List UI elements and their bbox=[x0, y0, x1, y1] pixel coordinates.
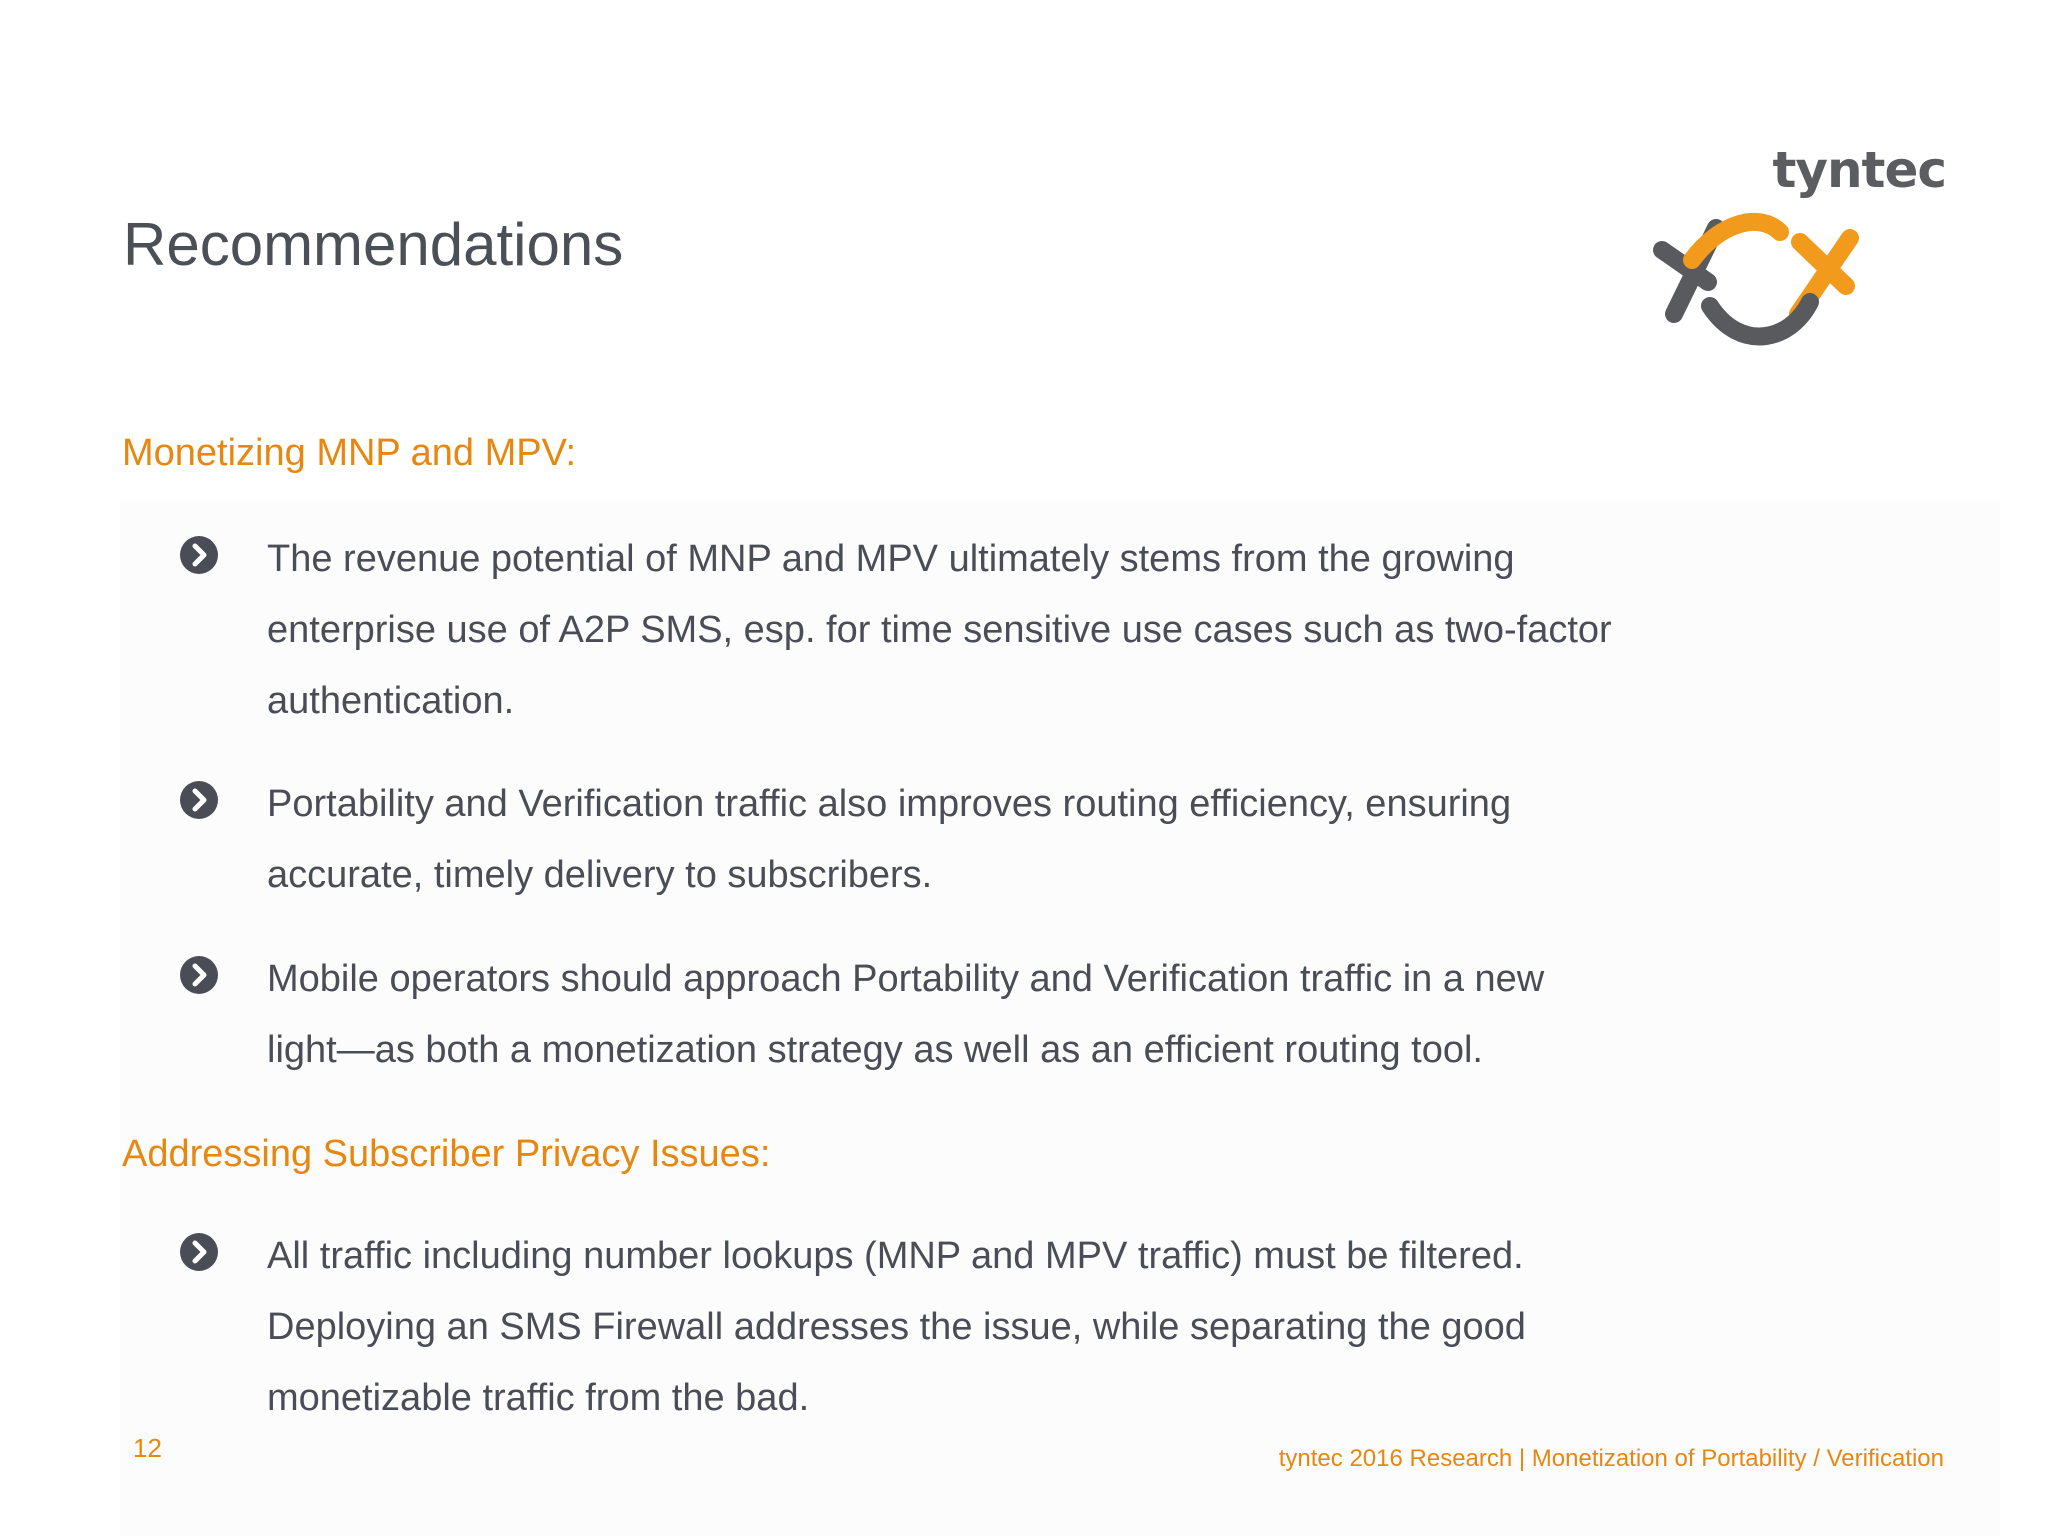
logo-mark-icon bbox=[1650, 202, 1880, 352]
section-heading-privacy: Addressing Subscriber Privacy Issues: bbox=[122, 1133, 771, 1175]
page-number: 12 bbox=[133, 1433, 162, 1463]
bullet-text-traffic-filtering: All traffic including number lookups (MNP and MPV traffic) must be filtered. Deploying an SMS Firewall addresses the issue, while separating the good monetizable traffic from the bad. bbox=[267, 1235, 1526, 1419]
chevron-right-circle-icon bbox=[180, 1233, 218, 1271]
bullet-text-revenue-potential: The revenue potential of MNP and MPV ultimately stems from the growing enterprise use of A2P SMS, esp. for time sensitive use cases such as two-factor authentication. bbox=[267, 538, 1612, 722]
footer-text: tyntec 2016 Research | Monetization of Portability / Verification bbox=[1278, 1445, 1944, 1472]
page-title: Recommendations bbox=[123, 211, 624, 278]
logo-wordmark: tyntec bbox=[1772, 141, 1946, 199]
bullet-text-routing-efficiency: Portability and Verification traffic also improves routing efficiency, ensuring accurate, timely delivery to subscribers. bbox=[267, 783, 1512, 896]
chevron-right-circle-icon bbox=[180, 956, 218, 994]
section-heading-monetizing: Monetizing MNP and MPV: bbox=[122, 432, 577, 474]
chevron-right-circle-icon bbox=[180, 781, 218, 819]
tyntec-logo bbox=[1650, 140, 1950, 350]
chevron-right-circle-icon bbox=[180, 536, 218, 574]
bullet-text-mobile-operators: Mobile operators should approach Portability and Verification traffic in a new light—as both a monetization strategy as well as an efficient routing tool. bbox=[267, 958, 1545, 1071]
